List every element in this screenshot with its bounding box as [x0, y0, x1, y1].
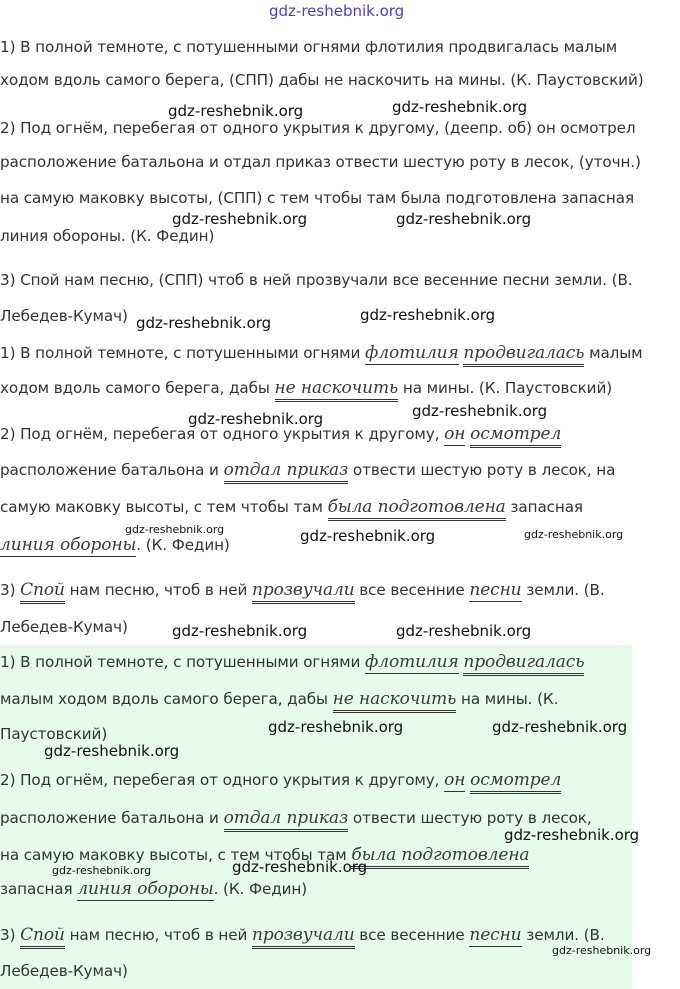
plain-line-3: 2) Под огнём, перебегая от одного укрытия к другому, (деепр. об) он осмотрел	[0, 119, 636, 137]
green-line-9: Лебедев-Кумач)	[0, 962, 128, 980]
predicate-mark: Спой	[20, 580, 65, 604]
subject-mark: линия обороны	[0, 535, 137, 555]
watermark: gdz-reshebnik.org	[396, 622, 532, 640]
text-fragment: земли. (В.	[521, 926, 605, 944]
text-fragment: нам песню, чтоб в ней	[64, 926, 252, 944]
green-line-7	[0, 879, 307, 899]
text-fragment: малым ходом вдоль самого берега, дабы	[0, 690, 333, 708]
text-fragment: малым	[584, 344, 643, 362]
predicate-mark: отдал приказ	[224, 460, 349, 484]
marked-line-5	[0, 497, 583, 517]
text-fragment: расположение батальона и	[0, 809, 224, 827]
subject-mark: флотилия	[365, 652, 459, 672]
text-fragment: отвести шестую роту в лесок, на	[348, 461, 616, 479]
green-line-2	[0, 689, 558, 709]
subject-mark: флотилия	[365, 343, 459, 363]
plain-line-6: линия обороны. (К. Федин)	[0, 227, 215, 245]
marked-line-6	[0, 535, 230, 555]
text-fragment: 1) В полной темноте, с потушенными огнями	[0, 653, 366, 671]
text-fragment: нам песню, чтоб в ней	[64, 581, 252, 599]
marked-line-1	[0, 343, 643, 363]
watermark: gdz-reshebnik.org	[269, 2, 405, 20]
watermark: gdz-reshebnik.org	[492, 718, 628, 736]
watermark: gdz-reshebnik.org	[52, 864, 152, 877]
watermark: gdz-reshebnik.org	[125, 523, 225, 536]
text-fragment: . (К. Федин)	[213, 880, 308, 898]
text-fragment: самую маковку высоты, с тем чтобы там	[0, 498, 328, 516]
subject-mark: он	[444, 770, 466, 790]
watermark: gdz-reshebnik.org	[392, 98, 528, 116]
plain-line-4: расположение батальона и отдал приказ отвести шестую роту в лесок, (уточн.)	[0, 153, 641, 171]
text-fragment: отвести шестую роту в лесок,	[348, 809, 592, 827]
watermark: gdz-reshebnik.org	[172, 210, 308, 228]
text-fragment: 1) В полной темноте, с потушенными огнями	[0, 344, 366, 362]
predicate-mark: не наскочить	[275, 378, 399, 402]
predicate-mark: прозвучали	[252, 580, 355, 604]
watermark: gdz-reshebnik.org	[524, 528, 624, 541]
watermark: gdz-reshebnik.org	[44, 742, 180, 760]
text-fragment: ходом вдоль самого берега, дабы	[0, 379, 275, 397]
predicate-mark: Спой	[20, 925, 65, 949]
text-fragment: все весенние	[354, 926, 470, 944]
watermark: gdz-reshebnik.org	[168, 102, 304, 120]
green-line-8	[0, 925, 605, 945]
green-line-3: Паустовский)	[0, 725, 108, 743]
text-fragment: земли. (В.	[521, 581, 605, 599]
predicate-mark: была подготовлена	[328, 497, 506, 521]
green-line-1	[0, 652, 584, 672]
green-line-4	[0, 770, 561, 790]
text-fragment: 3)	[0, 926, 21, 944]
predicate-mark: отдал приказ	[224, 808, 349, 832]
predicate-mark: продвигалась	[463, 343, 584, 367]
text-fragment: на мины. (К. Паустовский)	[398, 379, 613, 397]
subject-mark: песни	[469, 925, 522, 945]
subject-mark: песни	[469, 580, 522, 600]
text-fragment: 2) Под огнём, перебегая от одного укрытия к другому,	[0, 771, 445, 789]
predicate-mark: продвигалась	[463, 652, 584, 676]
predicate-mark: прозвучали	[252, 925, 355, 949]
watermark: gdz-reshebnik.org	[360, 306, 496, 324]
watermark: gdz-reshebnik.org	[552, 944, 652, 957]
marked-line-2	[0, 378, 612, 398]
text-fragment: 2) Под огнём, перебегая от одного укрытия к другому,	[0, 425, 445, 443]
marked-line-8: Лебедев-Кумач)	[0, 618, 128, 636]
watermark: gdz-reshebnik.org	[396, 210, 532, 228]
marked-line-4	[0, 460, 615, 480]
watermark: gdz-reshebnik.org	[136, 314, 272, 332]
text-fragment: на самую маковку высоты, с тем чтобы там	[0, 846, 352, 864]
watermark: gdz-reshebnik.org	[172, 622, 308, 640]
plain-line-7: 3) Спой нам песню, (СПП) чтоб в ней прозвучали все весенние песни земли. (В.	[0, 271, 633, 289]
watermark: gdz-reshebnik.org	[188, 410, 324, 428]
green-line-5	[0, 808, 592, 828]
watermark: gdz-reshebnik.org	[268, 718, 404, 736]
text-fragment: 3)	[0, 581, 21, 599]
predicate-mark: была подготовлена	[351, 845, 529, 869]
watermark: gdz-reshebnik.org	[232, 858, 368, 876]
plain-line-8: Лебедев-Кумач)	[0, 307, 128, 325]
text-fragment: расположение батальона и	[0, 461, 224, 479]
predicate-mark: осмотрел	[470, 770, 561, 794]
text-fragment: запасная	[505, 498, 583, 516]
text-fragment: запасная	[0, 880, 78, 898]
predicate-mark: осмотрел	[470, 424, 561, 448]
subject-mark: он	[444, 424, 466, 444]
predicate-mark: не наскочить	[333, 689, 457, 713]
plain-line-2: ходом вдоль самого берега, (СПП) дабы не наскочить на мины. (К. Паустовский)	[0, 71, 644, 89]
watermark: gdz-reshebnik.org	[504, 826, 640, 844]
watermark: gdz-reshebnik.org	[300, 527, 436, 545]
text-fragment: . (К. Федин)	[136, 536, 230, 554]
plain-line-1: 1) В полной темноте, с потушенными огнями флотилия продвигалась малым	[0, 38, 618, 56]
text-fragment: на мины. (К.	[456, 690, 559, 708]
subject-mark: линия обороны	[77, 879, 214, 899]
marked-line-7	[0, 580, 605, 600]
text-fragment: все весенние	[354, 581, 470, 599]
watermark: gdz-reshebnik.org	[412, 402, 548, 420]
plain-line-5: на самую маковку высоты, (СПП) с тем чтобы там была подготовлена запасная	[0, 189, 634, 207]
